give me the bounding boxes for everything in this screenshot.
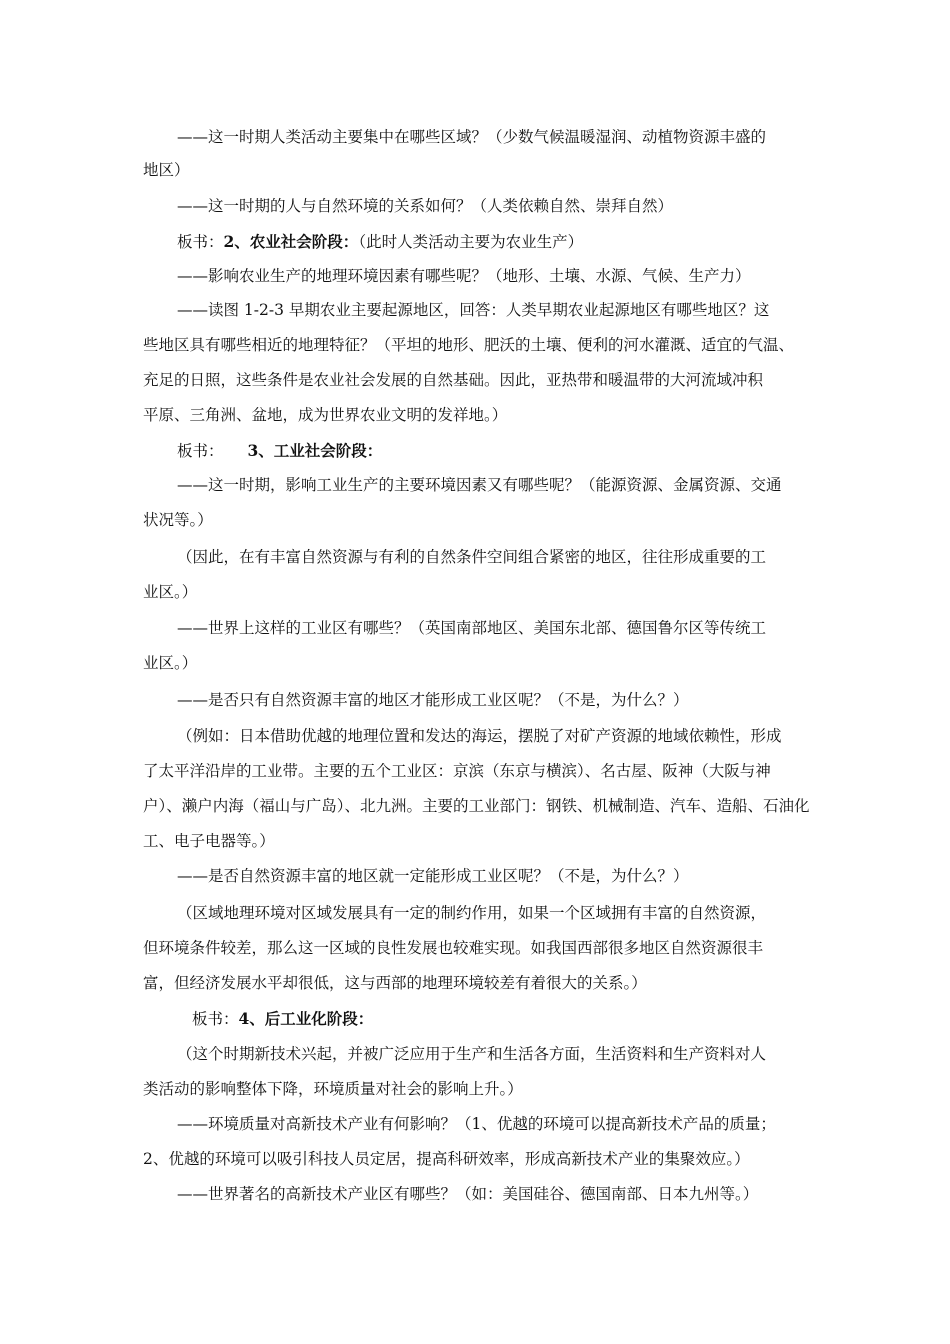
text-line: 业区。） [143, 654, 198, 672]
text-line: （例如：日本借助优越的地理位置和发达的海运，摆脱了对矿产资源的地域依赖性，形成 [177, 727, 782, 745]
text-line: ——读图 1-2-3 早期农业主要起源地区，回答：人类早期农业起源地区有哪些地区？这 [177, 301, 770, 319]
text-line: 平原、三角洲、盆地，成为世界农业文明的发祥地。） [143, 406, 508, 424]
text-line: ——世界上这样的工业区有哪些？（英国南部地区、美国东北部、德国鲁尔区等传统工 [177, 619, 767, 637]
text-line: 状况等。） [143, 511, 213, 529]
board-note-line [177, 441, 382, 461]
text-line: ——世界著名的高新技术产业区有哪些？（如：美国硅谷、德国南部、日本九州等。） [177, 1185, 759, 1203]
section-heading: 3、工业社会阶段： [247, 441, 383, 460]
text-line: 了太平洋沿岸的工业带。主要的五个工业区：京滨（东京与横滨）、名古屋、阪神（大阪与神 [143, 762, 771, 780]
text-line: ——是否只有自然资源丰富的地区才能形成工业区呢？（不是，为什么？） [177, 691, 689, 709]
board-note-label: 板书： [177, 233, 224, 251]
text-line: 业区。） [143, 583, 198, 601]
text-line: ——环境质量对高新技术产业有何影响？（1、优越的环境可以提高新技术产品的质量； [177, 1115, 776, 1133]
text-line: 充足的日照，这些条件是农业社会发展的自然基础。因此，亚热带和暖温带的大河流域冲积 [143, 371, 764, 389]
section-heading: 4、后工业化阶段： [238, 1009, 374, 1028]
text-line: 类活动的影响整体下降，环境质量对社会的影响上升。） [143, 1080, 523, 1098]
text-line: 2、优越的环境可以吸引科技人员定居，提高科研效率，形成高新技术产业的集聚效应。） [143, 1150, 750, 1168]
text-line: ——这一时期人类活动主要集中在哪些区域？（少数气候温暖湿润、动植物资源丰盛的 [177, 128, 767, 146]
section-note: （此时人类活动主要为农业生产） [358, 233, 584, 251]
text-line: 地区） [143, 161, 190, 179]
text-line: 但环境条件较差，那么这一区域的良性发展也较难实现。如我国西部很多地区自然资源很丰 [143, 939, 764, 957]
text-line: （因此，在有丰富自然资源与有利的自然条件空间组合紧密的地区，往往形成重要的工 [177, 548, 767, 566]
board-note-label: 板书： [177, 442, 224, 460]
text-line: ——是否自然资源丰富的地区就一定能形成工业区呢？（不是，为什么？） [177, 867, 689, 885]
section-heading: 2、农业社会阶段： [223, 232, 359, 251]
text-line: ——这一时期，影响工业生产的主要环境因素又有哪些呢？（能源资源、金属资源、交通 [177, 476, 782, 494]
board-note-line [192, 1009, 373, 1029]
text-line: 些地区具有哪些相近的地理特征？（平坦的地形、肥沃的土壤、便利的河水灌溉、适宜的气温、 [143, 336, 795, 354]
text-line: ——影响农业生产的地理环境因素有哪些呢？（地形、土壤、水源、气候、生产力） [177, 267, 751, 285]
board-note-line [177, 232, 583, 252]
text-line: 富，但经济发展水平却很低，这与西部的地理环境较差有着很大的关系。） [143, 974, 647, 992]
text-line: ——这一时期的人与自然环境的关系如何？（人类依赖自然、崇拜自然） [177, 197, 674, 215]
text-line: 户）、濑户内海（福山与广岛）、北九洲。主要的工业部门：钢铁、机械制造、汽车、造船、石油化 [143, 797, 810, 815]
board-note-label: 板书： [192, 1010, 239, 1028]
text-line: （这个时期新技术兴起，并被广泛应用于生产和生活各方面，生活资料和生产资料对人 [177, 1045, 767, 1063]
text-line: 工、电子电器等。） [143, 832, 275, 850]
text-line: （区域地理环境对区域发展具有一定的制约作用，如果一个区域拥有丰富的自然资源， [177, 904, 767, 922]
